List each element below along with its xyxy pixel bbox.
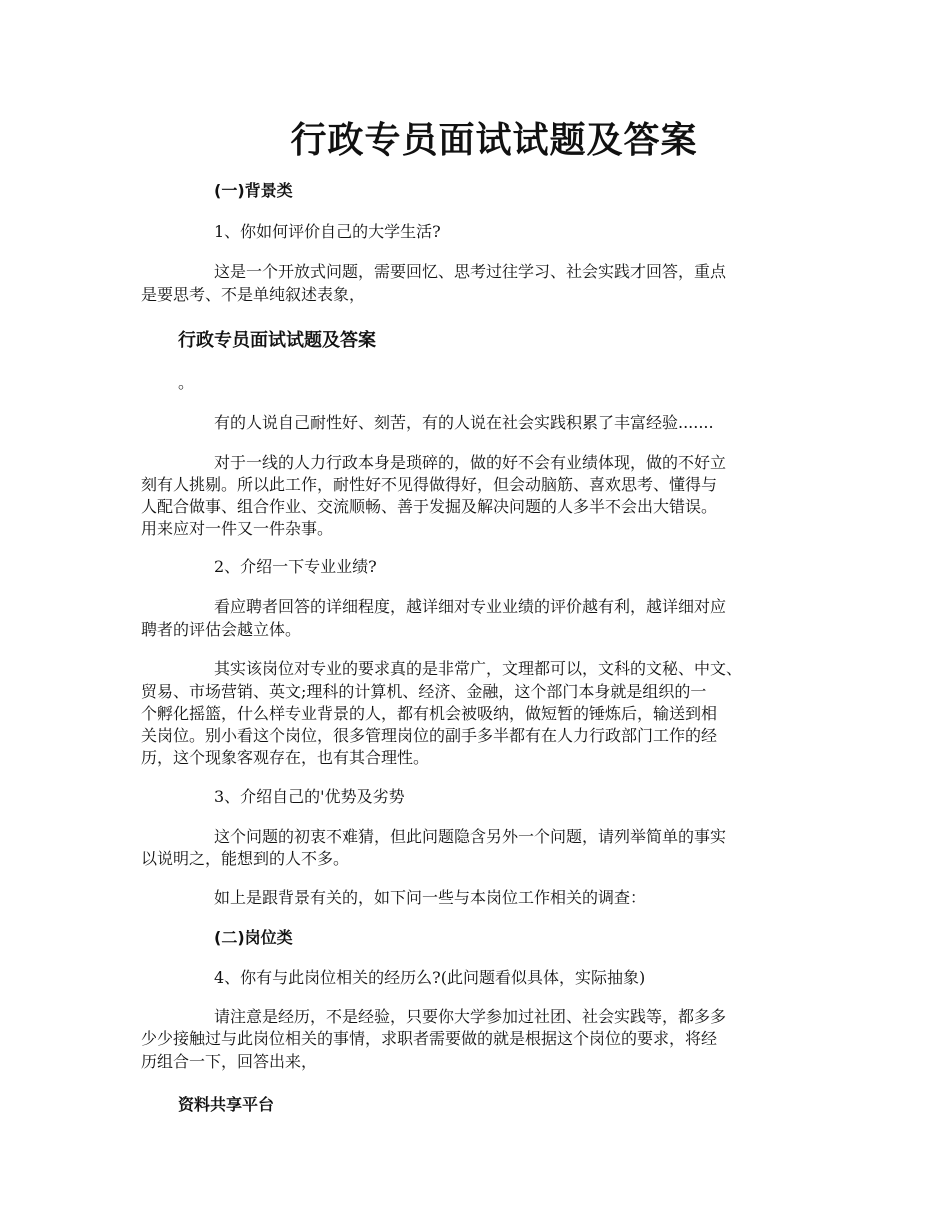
paragraph-line: 历，这个现象客观存在，也有其合理性。 xyxy=(141,748,430,767)
paragraph-line: 这是一个开放式问题，需要回忆、思考过往学习、社会实践才回答，重点 xyxy=(214,262,727,281)
question-2: 2、介绍一下专业业绩? xyxy=(214,557,377,576)
paragraph-line: 以说明之，能想到的人不多。 xyxy=(141,849,350,868)
paragraph-line: 请注意是经历，不是经验，只要你大学参加过社团、社会实践等，都多多 xyxy=(214,1007,727,1026)
paragraph-line: 对于一线的人力行政本身是琐碎的，做的好不会有业绩体现，做的不好立 xyxy=(214,453,727,472)
paragraph-line: 这个问题的初衷不难猜，但此问题隐含另外一个问题，请列举简单的事实 xyxy=(214,827,727,846)
paragraph-line: 如上是跟背景有关的，如下问一些与本岗位工作相关的调查： xyxy=(214,888,647,907)
paragraph-line: 关岗位。别小看这个岗位，很多管理岗位的副手多半都有在人力行政部门工作的经 xyxy=(141,726,718,745)
paragraph-line: 历组合一下，回答出来， xyxy=(141,1052,318,1071)
question-1: 1、你如何评价自己的大学生活? xyxy=(214,222,441,241)
stray-period: 。 xyxy=(178,373,195,392)
paragraph-line: 个孵化摇篮，什么样专业背景的人，都有机会被吸纳，做短暂的锤炼后，输送到相 xyxy=(141,704,718,723)
paragraph-line: 其实该岗位对专业的要求真的是非常广，文理都可以，文科的文秘、中文、 xyxy=(214,659,743,678)
section-heading-position: (二)岗位类 xyxy=(214,928,293,947)
paragraph-line: 少少接触过与此岗位相关的事情，求职者需要做的就是根据这个岗位的要求，将经 xyxy=(141,1029,718,1048)
paragraph-line: 看应聘者回答的详细程度，越详细对专业业绩的评价越有利，越详细对应 xyxy=(214,597,727,616)
paragraph-line: 聘者的评估会越立体。 xyxy=(141,620,302,639)
section-heading-background: (一)背景类 xyxy=(214,181,293,200)
document-title: 行政专员面试试题及答案 xyxy=(290,119,698,161)
paragraph-line: 人配合做事、组合作业、交流顺畅、善于发掘及解决问题的人多半不会出大错误。 xyxy=(141,497,718,516)
paragraph-line: 用来应对一件又一件杂事。 xyxy=(141,519,334,538)
question-4: 4、你有与此岗位相关的经历么?(此问题看似具体，实际抽象) xyxy=(214,968,646,987)
paragraph-line: 贸易、市场营销、英文;理科的计算机、经济、金融，这个部门本身就是组织的一 xyxy=(141,682,707,701)
paragraph-line: 有的人说自己耐性好、刻苦，有的人说在社会实践积累了丰富经验....... xyxy=(214,413,714,432)
repeated-heading: 行政专员面试试题及答案 xyxy=(178,330,376,351)
paragraph-line: 是要思考、不是单纯叙述表象， xyxy=(141,285,366,304)
question-3: 3、介绍自己的'优势及劣势 xyxy=(214,787,405,806)
footer-watermark: 资料共享平台 xyxy=(178,1095,275,1114)
paragraph-line: 刻有人挑剔。所以此工作，耐性好不见得做得好，但会动脑筋、喜欢思考、懂得与 xyxy=(141,475,718,494)
